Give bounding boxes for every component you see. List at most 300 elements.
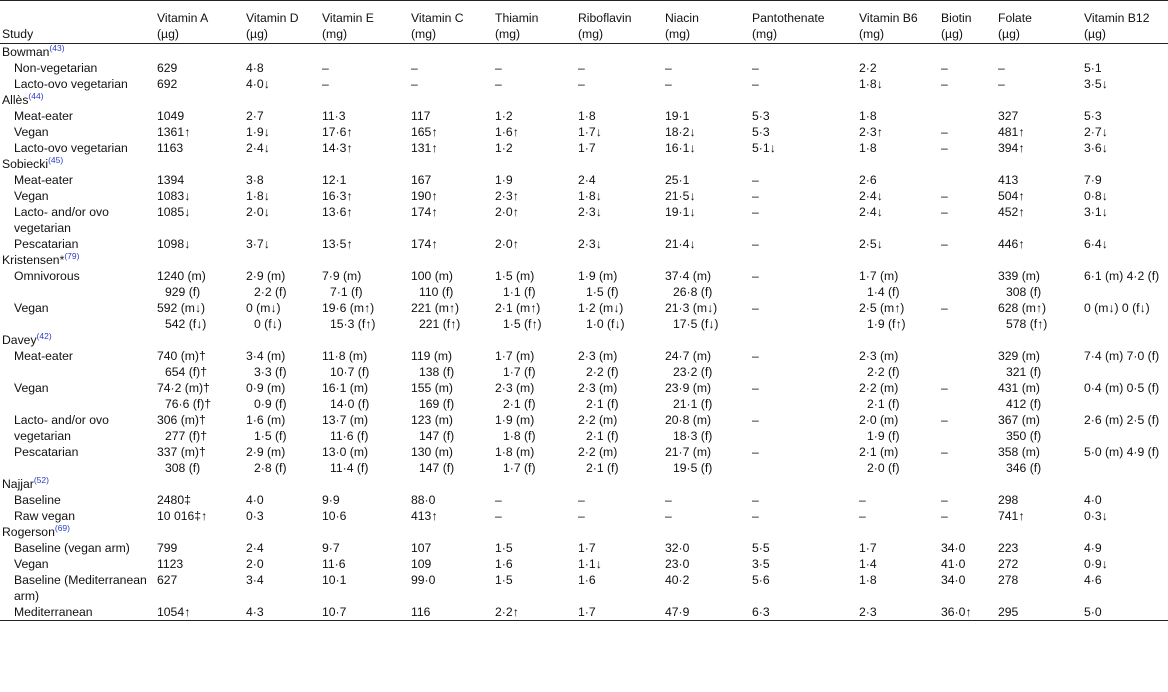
value-cell (939, 604, 996, 621)
value-cell (857, 76, 939, 92)
cell-value: 1·5 (495, 573, 513, 587)
diet-group-label: Omnivorous (14, 269, 80, 283)
cell-value: 799 (157, 541, 178, 555)
value-cell (493, 540, 576, 556)
cell-value: 117 (411, 109, 431, 123)
value-cell (320, 412, 409, 444)
value-cell (857, 300, 939, 332)
cell-value (941, 348, 996, 364)
value-cell (576, 140, 663, 156)
cell-value: – (665, 61, 672, 75)
cell-value: 3·5 (752, 557, 770, 571)
cell-value: 339 (m) (998, 269, 1040, 283)
cell-value: 10 016‡↑ (157, 509, 208, 523)
value-cell (244, 380, 320, 412)
cell-value: 1083↓ (157, 189, 191, 203)
study-row (0, 524, 1168, 540)
study-name-cell (0, 524, 1168, 540)
diet-group-label: Baseline (Mediterranean arm) (14, 573, 147, 603)
value-cell (576, 540, 663, 556)
cell-value: 18·2↓ (665, 125, 696, 139)
cell-value: – (752, 413, 759, 427)
cell-value: 1·7 (578, 605, 596, 619)
cell-value (941, 268, 996, 284)
value-cell (576, 188, 663, 204)
cell-value: 1·9 (m) (495, 413, 535, 427)
value-cell (244, 76, 320, 92)
value-cell (1082, 204, 1168, 236)
study-name: Bowman (2, 45, 50, 59)
cell-value: 3·8 (246, 173, 264, 187)
value-cell (939, 540, 996, 556)
cell-value: – (998, 77, 1005, 91)
value-cell (155, 172, 244, 188)
cell-value: 2·3 (m) (495, 381, 535, 395)
value-cell (1082, 540, 1168, 556)
cell-value: – (859, 509, 866, 523)
value-cell (493, 572, 576, 604)
study-row (0, 156, 1168, 172)
value-cell (750, 508, 857, 524)
cell-value: – (752, 301, 759, 315)
value-cell (857, 572, 939, 604)
cell-value-second-line: 2·1 (f) (586, 397, 619, 411)
cell-value: 413↑ (411, 509, 438, 523)
cell-value: 4·3 (246, 605, 264, 619)
cell-value-second-line: 76·6 (f)† (165, 397, 212, 411)
cell-value: 2·3 (859, 605, 877, 619)
cell-value: 1·9 (495, 173, 513, 187)
value-cell (576, 76, 663, 92)
value-cell (409, 204, 493, 236)
value-cell (663, 76, 750, 92)
value-cell (857, 380, 939, 412)
reference-link[interactable]: (44) (28, 91, 44, 101)
value-cell (244, 204, 320, 236)
cell-value: 32·0 (665, 541, 690, 555)
cell-value: 7·9 (m) (322, 269, 362, 283)
cell-value-second-line: 7·1 (f) (330, 285, 363, 299)
cell-value: 221 (m↑) (411, 301, 460, 315)
diet-group-label: Baseline (vegan arm) (14, 541, 130, 555)
column-header (857, 1, 939, 44)
cell-value: 17·6↑ (322, 125, 353, 139)
value-cell (663, 300, 750, 332)
cell-value: 5·3 (752, 109, 770, 123)
cell-value: 16·1 (m) (322, 381, 369, 395)
cell-value: – (411, 77, 418, 91)
cell-value: 19·1↓ (665, 205, 696, 219)
value-cell (320, 204, 409, 236)
cell-value: – (941, 189, 948, 203)
cell-value: 2·4 (578, 173, 596, 187)
value-cell (750, 108, 857, 124)
value-cell (409, 380, 493, 412)
value-cell (939, 348, 996, 380)
value-cell (663, 140, 750, 156)
value-cell (750, 492, 857, 508)
value-cell (663, 124, 750, 140)
value-cell (409, 492, 493, 508)
cell-value: 1·8↓ (246, 189, 270, 203)
value-cell (663, 508, 750, 524)
cell-value: 41·0 (941, 557, 966, 571)
column-unit: (mg) (859, 27, 885, 41)
value-cell (409, 172, 493, 188)
cell-value: – (411, 61, 418, 75)
cell-value: 1163 (157, 141, 184, 155)
value-cell (857, 540, 939, 556)
reference-link[interactable]: (45) (48, 155, 64, 165)
cell-value: 10·7 (322, 605, 347, 619)
value-cell (155, 492, 244, 508)
value-cell (857, 140, 939, 156)
cell-value: – (752, 381, 759, 395)
cell-value: – (941, 77, 948, 91)
cell-value: 431 (m) (998, 381, 1040, 395)
value-cell (857, 236, 939, 252)
cell-value: 5·5 (752, 541, 770, 555)
study-name: Kristensen (2, 253, 60, 267)
cell-value: 2·2 (m) (578, 413, 618, 427)
column-header (750, 1, 857, 44)
cell-value: – (941, 61, 948, 75)
cell-value: 123 (m) (411, 413, 453, 427)
value-cell (996, 172, 1082, 188)
value-cell (155, 604, 244, 621)
cell-value: 740 (m)† (157, 349, 206, 363)
table-row (0, 172, 1168, 188)
value-cell (493, 204, 576, 236)
cell-value: 1·8 (859, 109, 877, 123)
value-cell (857, 188, 939, 204)
value-cell (244, 572, 320, 604)
value-cell (939, 300, 996, 332)
table-row (0, 348, 1168, 380)
cell-value: 2·4↓ (246, 141, 270, 155)
value-cell (750, 556, 857, 572)
value-cell (1082, 348, 1168, 380)
value-cell (493, 508, 576, 524)
cell-value: – (752, 237, 759, 251)
value-cell (493, 492, 576, 508)
cell-value-second-line: 1·5 (f) (254, 429, 287, 443)
cell-value: – (322, 61, 329, 75)
column-unit: (mg) (411, 27, 437, 41)
cell-value: 295 (998, 605, 1019, 619)
value-cell (663, 412, 750, 444)
cell-value: 3·6↓ (1084, 141, 1108, 155)
cell-value: – (941, 301, 948, 315)
diet-group-label: Pescatarian (14, 237, 79, 251)
cell-value: 592 (m↓) (157, 301, 206, 315)
cell-value: – (752, 493, 759, 507)
column-header (576, 1, 663, 44)
diet-group-label: Meat-eater (14, 173, 73, 187)
cell-value-second-line: 321 (f) (1006, 365, 1042, 379)
value-cell (155, 60, 244, 76)
value-cell (155, 108, 244, 124)
value-cell (409, 188, 493, 204)
study-name-cell (0, 44, 1168, 61)
cell-value-second-line: 2·2 (f) (586, 365, 619, 379)
value-cell (750, 572, 857, 604)
cell-value: 107 (411, 541, 432, 555)
value-cell (409, 572, 493, 604)
cell-value: 1361↑ (157, 125, 191, 139)
value-cell (409, 76, 493, 92)
reference-link[interactable]: (43) (49, 43, 65, 53)
cell-value: 0·3 (246, 509, 264, 523)
value-cell (155, 348, 244, 380)
column-name: Vitamin B6 (859, 11, 918, 25)
value-cell (576, 492, 663, 508)
table-row (0, 508, 1168, 524)
value-cell (320, 348, 409, 380)
reference-link[interactable]: (69) (54, 523, 70, 533)
value-cell (750, 124, 857, 140)
cell-value: 4·9 (1084, 541, 1102, 555)
value-cell (320, 124, 409, 140)
cell-value: – (578, 493, 585, 507)
diet-group-label: Mediterranean (14, 605, 93, 619)
column-header (1082, 1, 1168, 44)
cell-value: 1240 (m) (157, 269, 206, 283)
reference-link[interactable]: (42) (36, 331, 52, 341)
value-cell (320, 236, 409, 252)
cell-value: 130 (m) (411, 445, 453, 459)
value-cell (750, 188, 857, 204)
cell-value: 1·4 (859, 557, 877, 571)
table-row (0, 140, 1168, 156)
value-cell (576, 508, 663, 524)
cell-value: 6·4↓ (1084, 237, 1108, 251)
value-cell (320, 300, 409, 332)
cell-value: 1394 (157, 173, 185, 187)
cell-value: 74·2 (m)† (157, 381, 210, 395)
column-unit: (µg) (941, 27, 963, 41)
value-cell (244, 60, 320, 76)
cell-value: 2·6 (m) 2·5 (f) (1084, 413, 1160, 427)
cell-value: 1054↑ (157, 605, 191, 619)
cell-value: 100 (m) (411, 269, 453, 283)
cell-value: 12·1 (322, 173, 347, 187)
study-name-cell (0, 92, 1168, 108)
value-cell (493, 172, 576, 188)
value-cell (155, 140, 244, 156)
cell-value: 11·6 (322, 557, 346, 571)
value-cell (857, 604, 939, 621)
value-cell (996, 412, 1082, 444)
cell-value: 272 (998, 557, 1019, 571)
value-cell (155, 380, 244, 412)
cell-value: 628 (m↑) (998, 301, 1047, 315)
column-unit: (mg) (322, 27, 348, 41)
cell-value: 13·7 (m) (322, 413, 369, 427)
value-cell (155, 572, 244, 604)
value-cell (244, 108, 320, 124)
table-row (0, 492, 1168, 508)
cell-value: 0·3↓ (1084, 509, 1108, 523)
cell-value: 5·1 (1084, 61, 1102, 75)
cell-value: 99·0 (411, 573, 436, 587)
column-header (320, 1, 409, 44)
value-cell (493, 60, 576, 76)
value-cell (576, 412, 663, 444)
cell-value: 1049 (157, 109, 185, 123)
study-row (0, 44, 1168, 61)
table-row (0, 268, 1168, 300)
value-cell (320, 604, 409, 621)
study-name: Najjar (2, 477, 34, 491)
cell-value-second-line: 1·4 (f) (867, 285, 900, 299)
cell-value: 21·3 (m↓) (665, 301, 718, 315)
value-cell (1082, 60, 1168, 76)
value-cell (409, 604, 493, 621)
reference-link[interactable]: (79) (64, 251, 80, 261)
cell-value-second-line: 1·9 (f↑) (867, 317, 906, 331)
diet-group-label: Vegan (14, 557, 49, 571)
cell-value: 23·9 (m) (665, 381, 712, 395)
cell-value: 0·9 (m) (246, 381, 286, 395)
cell-value: 1·7 (578, 541, 596, 555)
cell-value-second-line: 21·1 (f) (673, 397, 713, 411)
value-cell (750, 172, 857, 188)
cell-value-second-line: 2·8 (f) (254, 461, 287, 475)
cell-value: 13·6↑ (322, 205, 353, 219)
column-header (493, 1, 576, 44)
cell-value: 119 (m) (411, 349, 453, 363)
cell-value: 3·4 (246, 573, 264, 587)
cell-value: 3·4 (m) (246, 349, 286, 363)
value-cell (996, 444, 1082, 476)
reference-link[interactable]: (52) (33, 475, 49, 485)
cell-value: 5·0 (m) 4·9 (f) (1084, 445, 1160, 459)
value-cell (750, 300, 857, 332)
table-row (0, 60, 1168, 76)
value-cell (750, 204, 857, 236)
cell-value-second-line: 138 (f) (419, 365, 455, 379)
cell-value: 223 (998, 541, 1019, 555)
value-cell (576, 172, 663, 188)
cell-value: 40·2 (665, 573, 690, 587)
table-row (0, 604, 1168, 621)
value-cell (320, 268, 409, 300)
column-unit: (µg) (157, 27, 179, 41)
cell-value: 306 (m)† (157, 413, 206, 427)
value-cell (320, 172, 409, 188)
value-cell (1082, 300, 1168, 332)
value-cell (939, 76, 996, 92)
column-name: Riboflavin (578, 11, 632, 25)
value-cell (409, 268, 493, 300)
value-cell (996, 556, 1082, 572)
cell-value-second-line: 17·5 (f↓) (673, 317, 719, 331)
cell-value: 16·3↑ (322, 189, 353, 203)
value-cell (939, 380, 996, 412)
cell-value: 2·5↓ (859, 237, 883, 251)
cell-value-second-line: 169 (f) (419, 397, 455, 411)
value-cell (409, 140, 493, 156)
value-cell (493, 140, 576, 156)
cell-value: 21·7 (m) (665, 445, 712, 459)
value-cell (320, 188, 409, 204)
cell-value: 3·1↓ (1084, 205, 1108, 219)
value-cell (493, 236, 576, 252)
cell-value-second-line: 578 (f↑) (1006, 317, 1048, 331)
cell-value-second-line: 929 (f) (165, 285, 201, 299)
study-name: Sobiecki (2, 157, 49, 171)
cell-value: 2480‡ (157, 493, 191, 507)
value-cell (996, 268, 1082, 300)
value-cell (493, 300, 576, 332)
cell-value: 327 (998, 109, 1019, 123)
value-cell (1082, 268, 1168, 300)
value-cell (663, 556, 750, 572)
value-cell (663, 236, 750, 252)
study-name: Rogerson (2, 525, 55, 539)
cell-value: 1·6 (578, 573, 596, 587)
cell-value: 11·8 (m) (322, 349, 368, 363)
column-name: Biotin (941, 11, 972, 25)
column-unit: (µg) (246, 27, 268, 41)
value-cell (409, 300, 493, 332)
column-unit: (µg) (998, 27, 1020, 41)
value-cell (1082, 412, 1168, 444)
value-cell (857, 172, 939, 188)
cell-value: – (578, 61, 585, 75)
study-row (0, 252, 1168, 268)
value-cell (939, 236, 996, 252)
value-cell (750, 380, 857, 412)
value-cell (996, 380, 1082, 412)
cell-value: 34·0 (941, 541, 966, 555)
cell-value-second-line: 2·1 (f) (586, 461, 619, 475)
cell-value-second-line: 19·5 (f) (673, 461, 713, 475)
column-name: Thiamin (495, 11, 539, 25)
cell-value-second-line: 11·4 (f) (330, 461, 369, 475)
value-cell (939, 140, 996, 156)
cell-value: 11·3 (322, 109, 346, 123)
cell-value: 1·2 (495, 109, 513, 123)
value-cell (939, 412, 996, 444)
cell-value-second-line: 2·0 (f) (867, 461, 900, 475)
cell-value: 47·9 (665, 605, 690, 619)
cell-value (941, 172, 996, 188)
cell-value: 0 (m↓) 0 (f↓) (1084, 301, 1150, 315)
cell-value: 1·8 (859, 573, 877, 587)
diet-group-label: Meat-eater (14, 349, 73, 363)
cell-value: – (752, 349, 759, 363)
cell-value: 0·9↓ (1084, 557, 1108, 571)
study-row (0, 92, 1168, 108)
cell-value: – (578, 77, 585, 91)
cell-value: 4·8 (246, 61, 264, 75)
cell-value: – (665, 493, 672, 507)
column-header (409, 1, 493, 44)
cell-value: 3·7↓ (246, 237, 270, 251)
value-cell (155, 556, 244, 572)
value-cell (939, 188, 996, 204)
value-cell (493, 444, 576, 476)
value-cell (750, 348, 857, 380)
value-cell (244, 492, 320, 508)
cell-value: 37·4 (m) (665, 269, 712, 283)
value-cell (1082, 508, 1168, 524)
cell-value: 13·5↑ (322, 237, 353, 251)
value-cell (663, 572, 750, 604)
value-cell (576, 204, 663, 236)
